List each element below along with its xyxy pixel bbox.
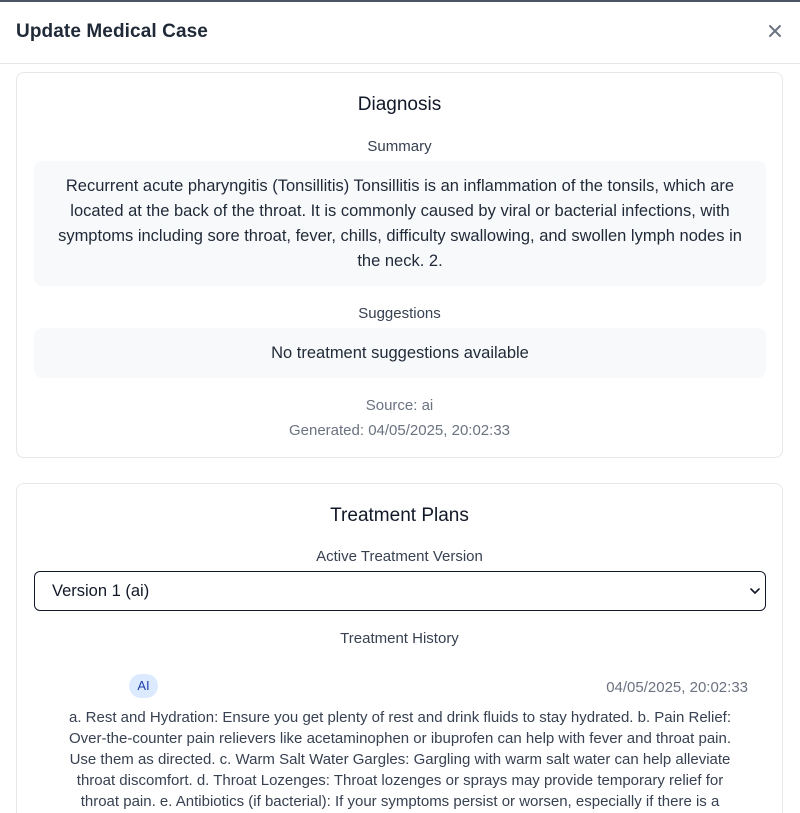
- diagnosis-card: [16, 72, 783, 458]
- summary-label: Summary: [367, 138, 432, 155]
- active-treatment-version-label: Active Treatment Version: [316, 548, 483, 565]
- history-timestamp: 04/05/2025, 20:02:33: [606, 679, 748, 696]
- suggestions-label: Suggestions: [358, 305, 441, 322]
- diagnosis-generated-timestamp: Generated: 04/05/2025, 20:02:33: [288, 422, 510, 439]
- chevron-down-icon: [749, 585, 761, 597]
- treatment-history-label: Treatment History: [340, 630, 459, 647]
- treatment-plans-title: Treatment Plans: [330, 505, 469, 526]
- diagnosis-source: Source: ai: [365, 397, 434, 414]
- modal-header: [0, 2, 800, 64]
- close-button[interactable]: [764, 20, 786, 42]
- suggestions-text: No treatment suggestions available: [34, 328, 766, 378]
- treatment-version-select[interactable]: [34, 571, 766, 611]
- source-badge: AI: [129, 674, 158, 698]
- treatment-plans-card: [16, 483, 783, 813]
- modal-body[interactable]: [0, 65, 800, 813]
- summary-text: Recurrent acute pharyngitis (Tonsillitis) Tonsillitis is an inflammation of the tonsils, which are located at the back of the throat. It is commonly caused by viral or bacterial infections, with symptoms including sore throat, fever, chills, difficulty swallowing, and swollen lymph nodes in the neck. 2.: [34, 161, 766, 286]
- close-icon: [768, 24, 782, 38]
- history-text: a. Rest and Hydration: Ensure you get plenty of rest and drink fluids to stay hydrated. b. Pain Relief: Over-the-counter pain relievers like acetaminophen or ibuprofen can help with fever and throat pain. Use them as directed. c. Warm Salt Water Gargles: Gargling with warm salt water can help alleviate throat discomfort. d. Throat Lozenges: Throat lozenges or sprays may provide temporary relief for throat pain. e. Antibiotics (if bacterial): If your symptoms persist or worsen, especially if there is a: [68, 709, 732, 810]
- diagnosis-title: Diagnosis: [357, 94, 442, 115]
- modal-title: Update Medical Case: [16, 21, 208, 42]
- selected-version: Version 1 (ai): [52, 582, 150, 600]
